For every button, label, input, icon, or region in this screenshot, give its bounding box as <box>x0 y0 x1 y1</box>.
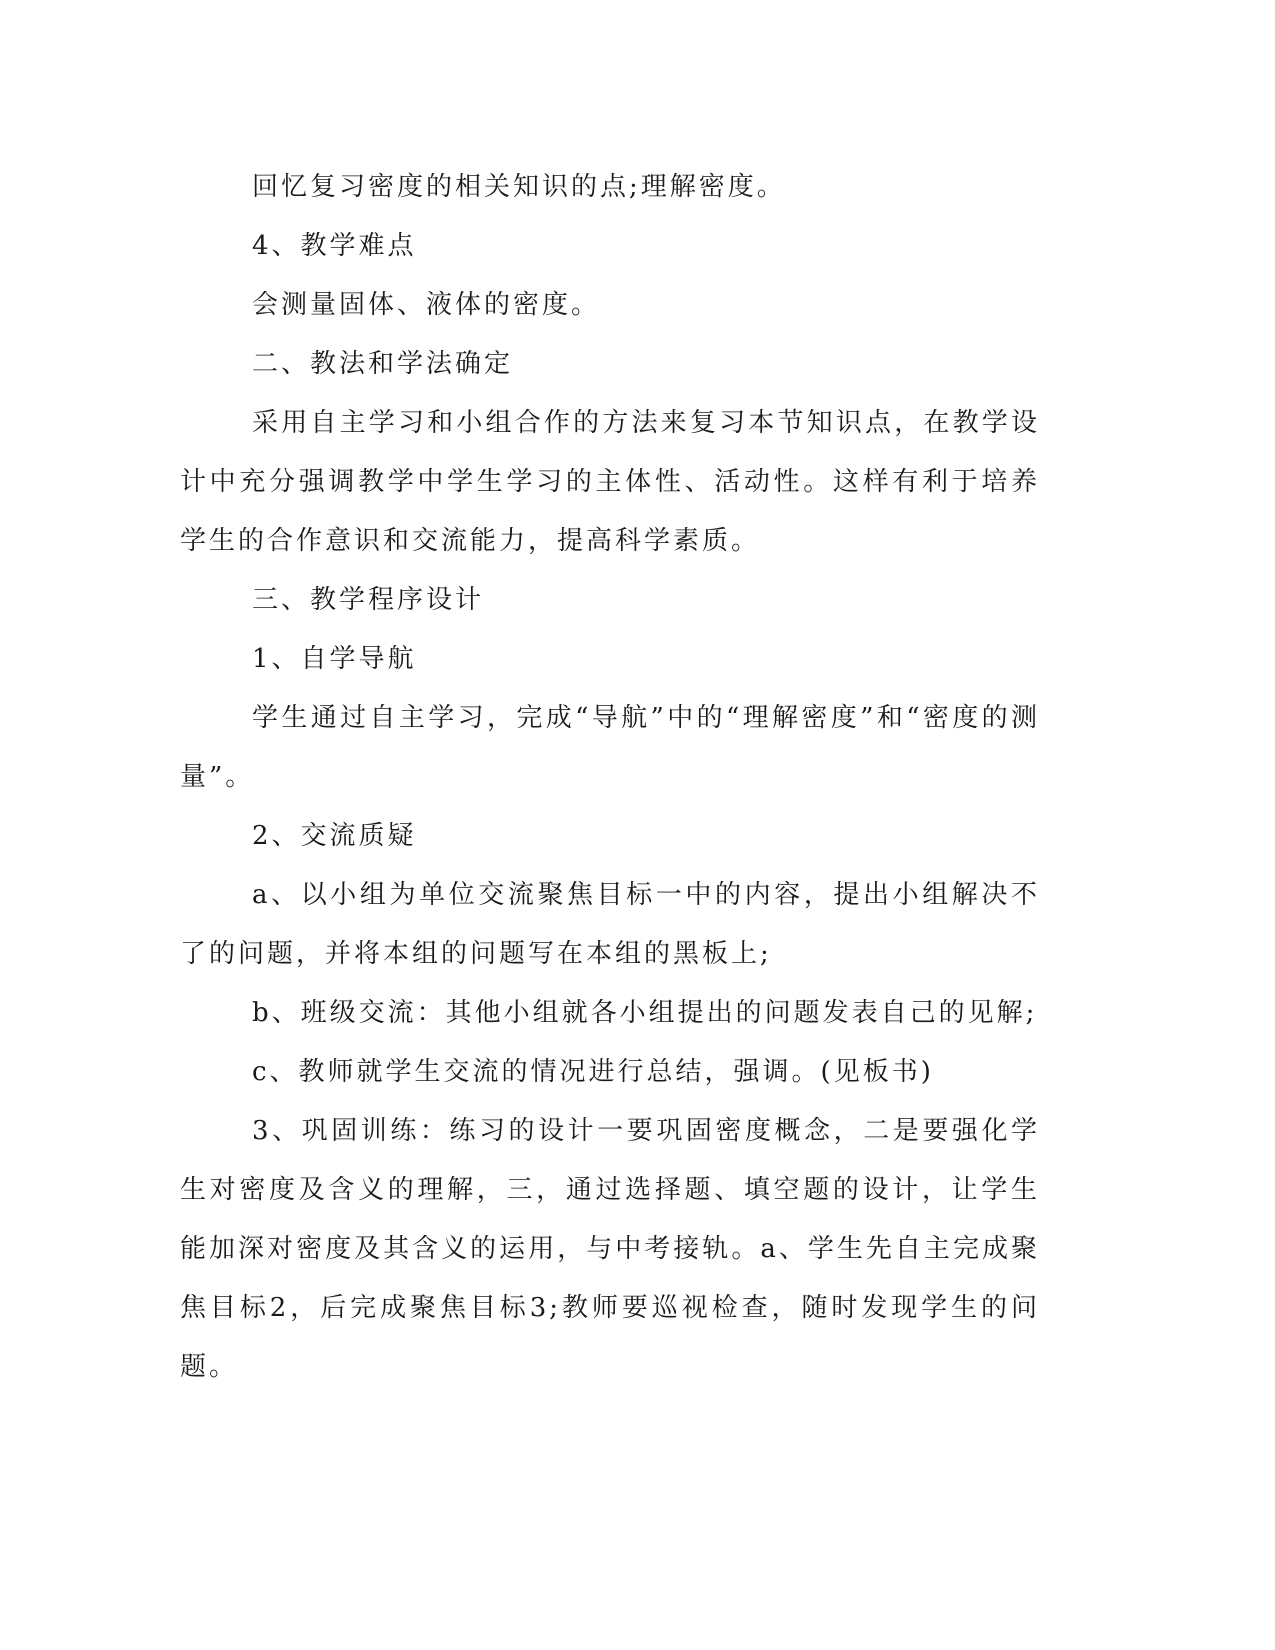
paragraph-discussion-c: c、教师就学生交流的情况进行总结，强调。(见板书) <box>252 1057 934 1087</box>
paragraph-discussion-a: a、以小组为单位交流聚焦目标一中的内容，提出小组解决不了的问题，并将本组的问题写在本组的黑板上; <box>180 880 1040 969</box>
paragraph-methods-description: 采用自主学习和小组合作的方法来复习本节知识点，在教学设计中充分强调教学中学生学习的主体性、活动性。这样有利于培养学生的合作意识和交流能力，提高科学素质。 <box>180 408 1040 556</box>
paragraph-self-study: 学生通过自主学习，完成“导航”中的“理解密度”和“密度的测量”。 <box>180 703 1040 792</box>
heading-teaching-difficulty: 4、教学难点 <box>252 231 417 261</box>
paragraph-measure-density: 会测量固体、液体的密度。 <box>252 290 601 320</box>
paragraph-discussion-b: b、班级交流：其他小组就各小组提出的问题发表自己的见解; <box>252 998 1038 1028</box>
heading-discussion: 2、交流质疑 <box>252 821 417 851</box>
heading-teaching-methods: 二、教法和学法确定 <box>252 349 514 379</box>
document-page <box>180 158 1040 1397</box>
heading-teaching-procedure: 三、教学程序设计 <box>252 585 485 615</box>
heading-self-study: 1、自学导航 <box>252 644 417 674</box>
paragraph-review-density: 回忆复习密度的相关知识的点;理解密度。 <box>252 172 786 202</box>
paragraph-consolidation: 3、巩固训练：练习的设计一要巩固密度概念，二是要强化学生对密度及含义的理解，三，通过选择题、填空题的设计，让学生能加深对密度及其含义的运用，与中考接轨。a、学生先自主完成聚焦目标2，后完成聚焦目标3;教师要巡视检查，随时发现学生的问题。 <box>180 1116 1040 1382</box>
